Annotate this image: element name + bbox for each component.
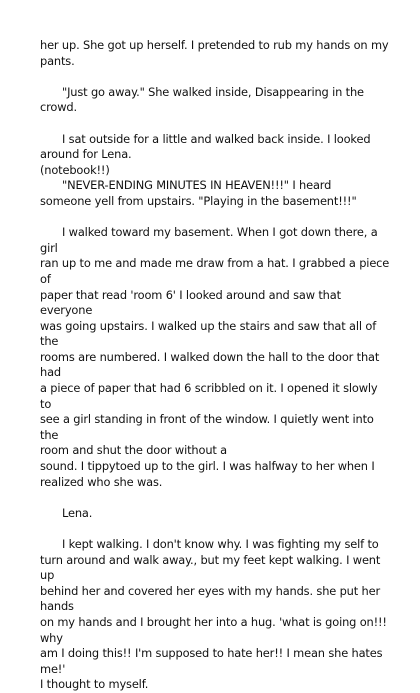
text-line: room and shut the door without a [40,443,228,458]
text-line: I sat outside for a little and walked back inside. I looked [62,131,371,146]
paragraph-2 [40,85,392,116]
paragraph-1 [40,38,392,69]
paragraph-gap [40,521,392,537]
text-line: a piece of paper that had 6 scribbled on it. I opened it slowly to [40,381,378,411]
text-line: Lena. [62,505,93,520]
paragraph-5 [40,225,392,490]
paragraph-6 [40,506,392,522]
text-line: I thought to myself. [40,677,149,692]
text-line: was going upstairs. I walked up the stairs and saw that all of the [40,318,377,349]
paragraph-gap [40,69,392,85]
paragraph-3 [40,132,392,179]
text-line: ran up to me and made me draw from a hat. I grabbed a piece of [40,256,390,286]
text-line: I walked toward my basement. When I got down there, a girl [40,225,378,255]
text-line: (notebook!!) [40,162,110,177]
text-line: paper that read 'room 6' I looked around and saw that everyone [40,287,341,318]
text-line: on my hands and I brought her into a hug. 'what is going on!!! why [40,614,387,645]
text-line: see a girl standing in front of the window. I quietly went into the [40,412,374,442]
paragraph-gap [40,210,392,226]
text-line: realized who she was. [40,474,163,489]
text-line: around for Lena. [40,147,132,162]
paragraph-gap [40,490,392,506]
text-line: her up. She got up herself. I pretended to rub my hands on my [40,38,389,52]
text-line: someone yell from upstairs. "Playing in the basement!!!" [40,193,357,208]
paragraph-4 [40,178,392,209]
paragraph-7 [40,537,392,693]
text-line: "NEVER-ENDING MINUTES IN HEAVEN!!!" I heard [62,178,332,193]
text-line: "Just go away." She walked inside, Disappearing in the crowd. [40,84,364,115]
text-line: am I doing this!! I'm supposed to hate her!! I mean she hates me!' [40,646,383,676]
text-line: turn around and walk away., but my feet kept walking. I went up [40,552,381,583]
text-line: behind her and covered her eyes with my hands. she put her hands [40,583,380,614]
text-line: sound. I tippytoed up to the girl. I was halfway to her when I [40,459,375,474]
text-line: pants. [40,53,75,68]
text-line: I kept walking. I don't know why. I was fighting my self to [62,537,379,551]
text-line: rooms are numbered. I walked down the hall to the door that had [40,349,380,380]
paragraph-gap [40,116,392,132]
